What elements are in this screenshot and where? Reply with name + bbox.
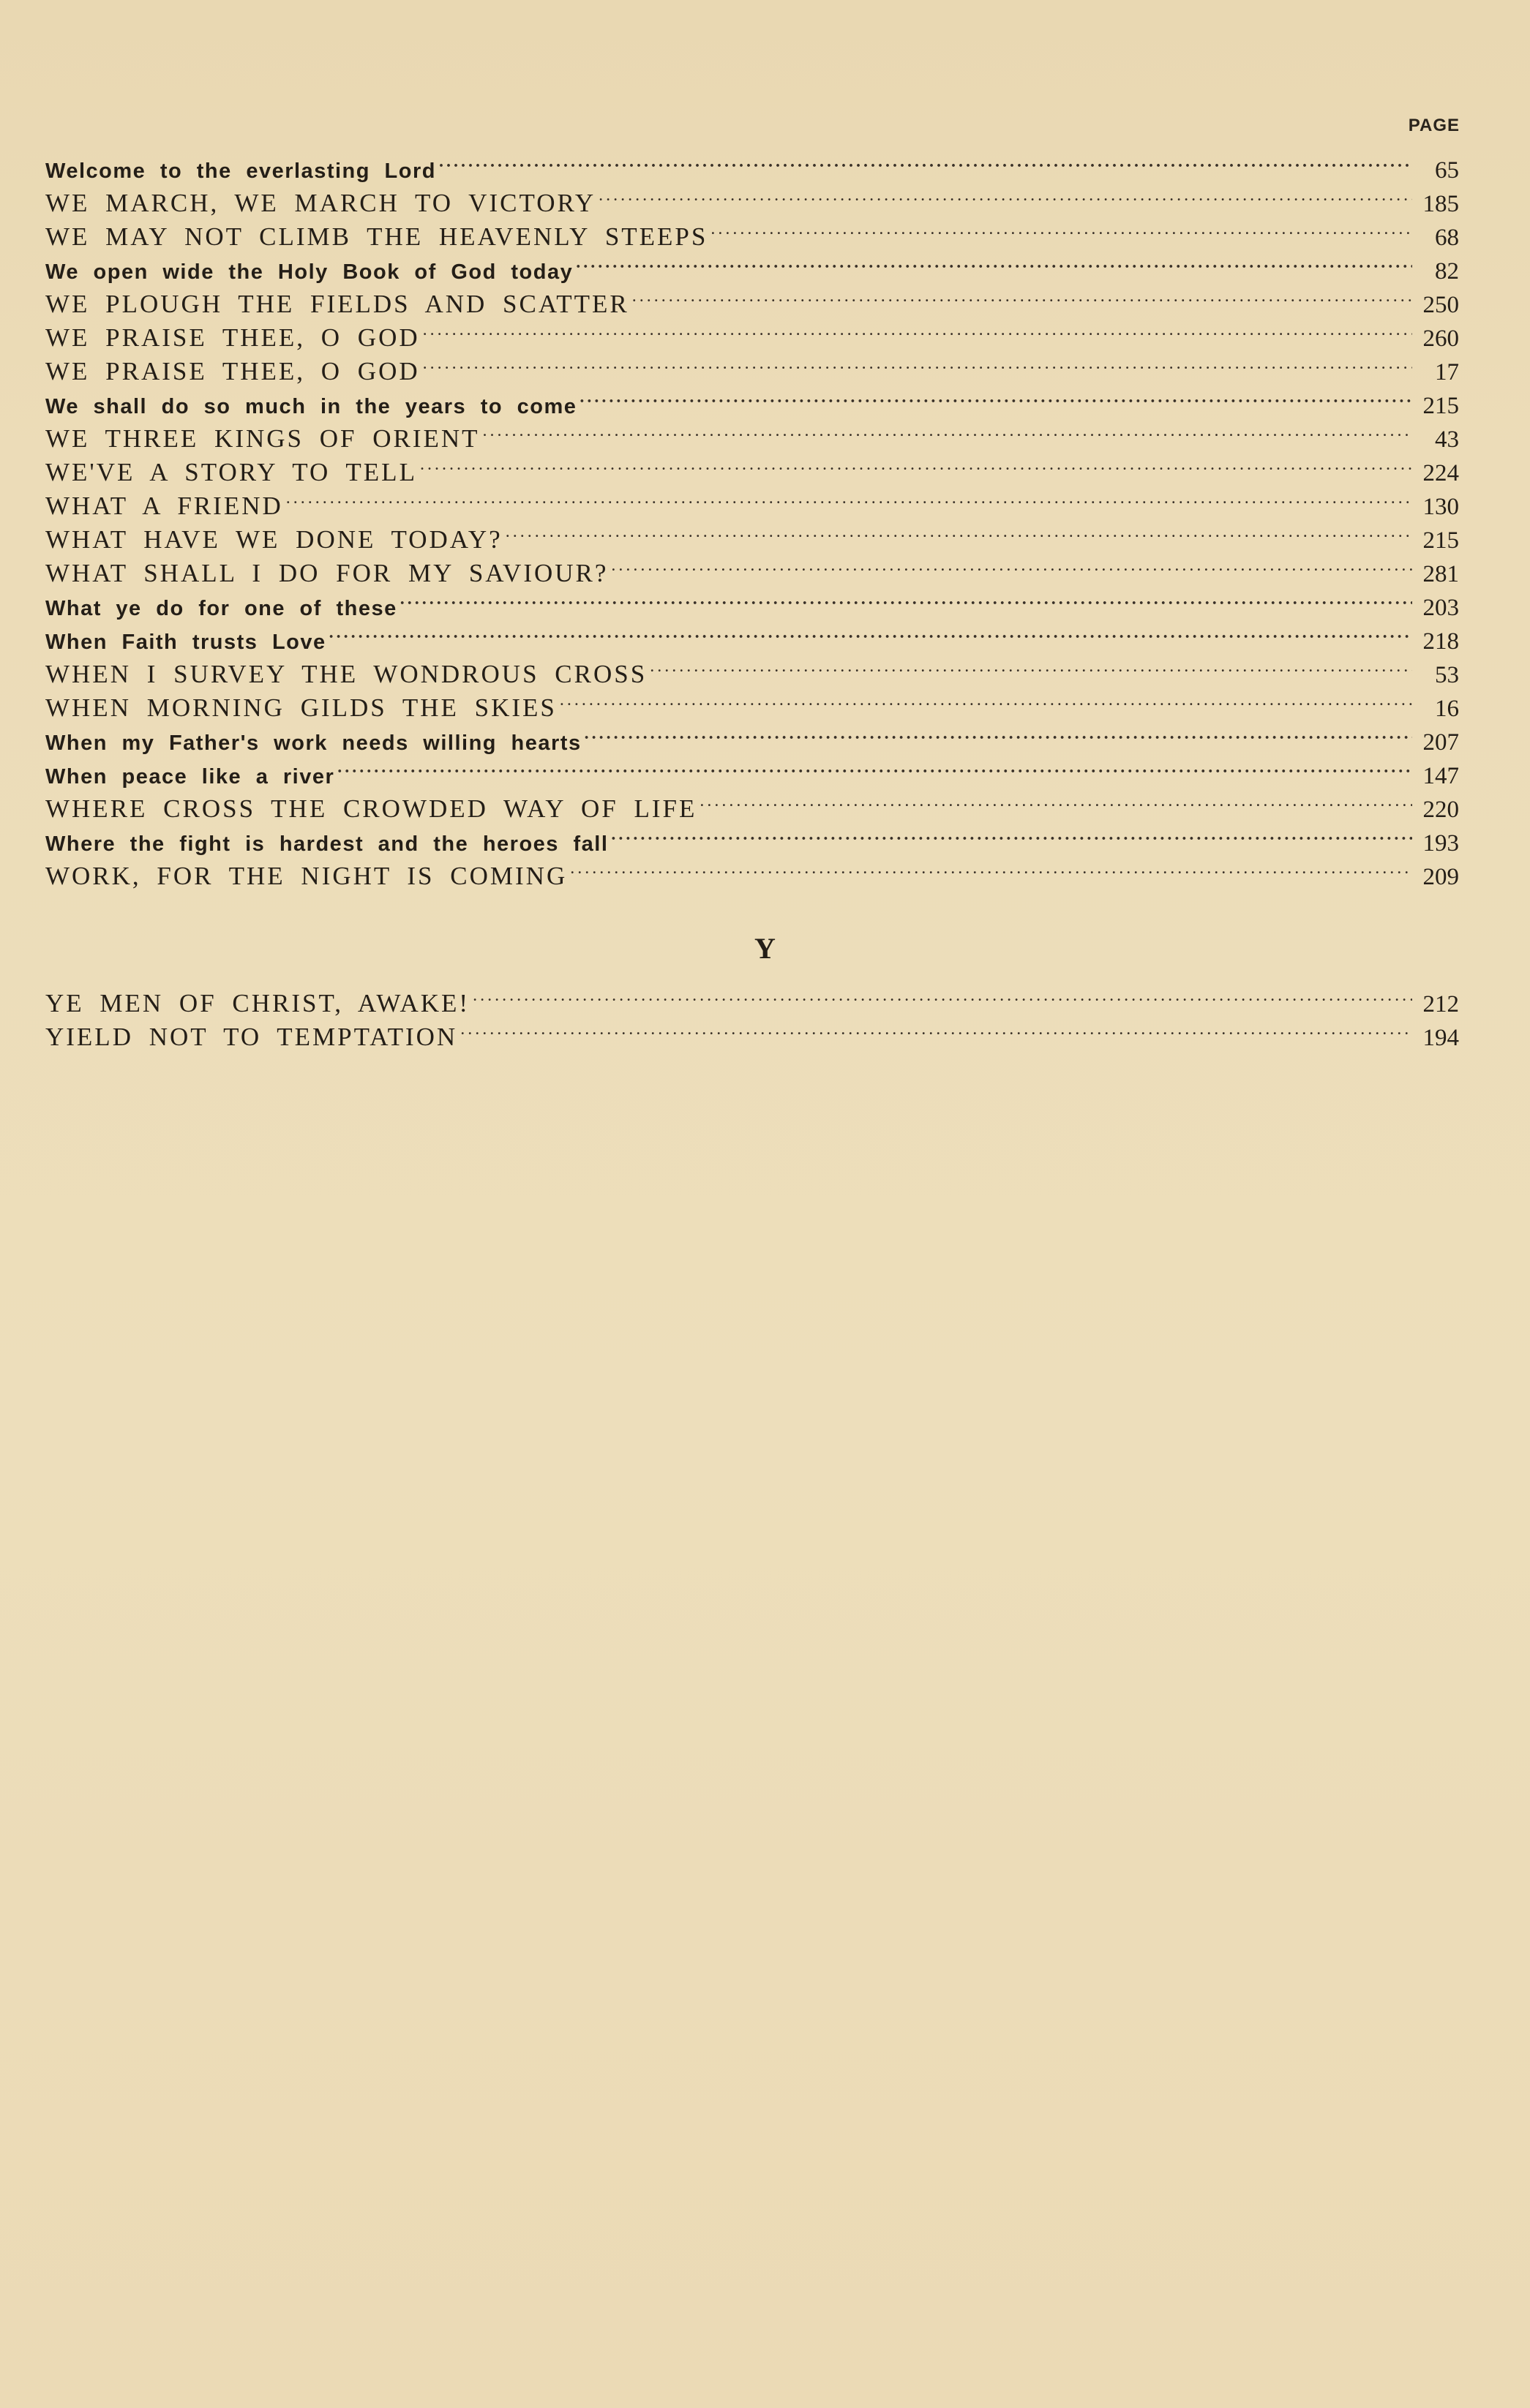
index-entry bbox=[45, 687, 1459, 720]
dot-leader bbox=[599, 182, 1412, 211]
index-entry bbox=[45, 148, 1459, 182]
dot-leader bbox=[420, 451, 1412, 481]
entry-page-number: 16 bbox=[1435, 696, 1459, 722]
dot-leader bbox=[329, 620, 1412, 649]
index-entry bbox=[45, 821, 1459, 855]
entry-title: WE MARCH, WE MARCH TO VICTORY bbox=[45, 189, 596, 217]
entry-title: When peace like a river bbox=[45, 765, 335, 789]
entry-page-number: 65 bbox=[1435, 157, 1459, 184]
index-entry bbox=[45, 216, 1459, 249]
entry-page-number: 250 bbox=[1422, 292, 1459, 318]
index-entry bbox=[45, 552, 1459, 586]
entry-title: We open wide the Holy Book of God today bbox=[45, 260, 574, 284]
entry-page-number: 193 bbox=[1422, 830, 1459, 857]
dot-leader bbox=[650, 653, 1412, 682]
index-entry bbox=[45, 350, 1459, 384]
dot-leader bbox=[611, 552, 1412, 582]
entry-page-number: 17 bbox=[1435, 359, 1459, 385]
index-entry bbox=[45, 485, 1459, 519]
index-entry bbox=[45, 249, 1459, 283]
entry-page-number: 218 bbox=[1422, 628, 1459, 655]
entry-title: WORK, FOR THE NIGHT IS COMING bbox=[45, 862, 568, 890]
entry-title: When my Father's work needs willing hearts bbox=[45, 731, 582, 755]
entry-page-number: 207 bbox=[1422, 729, 1459, 756]
entry-page-number: 185 bbox=[1422, 191, 1459, 217]
dot-leader bbox=[570, 855, 1412, 884]
dot-leader bbox=[576, 249, 1412, 279]
dot-leader bbox=[710, 216, 1412, 245]
dot-leader bbox=[286, 485, 1412, 514]
entry-page-number: 215 bbox=[1422, 527, 1459, 554]
entry-title: WE PLOUGH THE FIELDS AND SCATTER bbox=[45, 290, 629, 318]
entry-title: WE PRAISE THEE, O GOD bbox=[45, 357, 420, 385]
dot-leader bbox=[400, 586, 1412, 615]
dot-leader bbox=[460, 1016, 1412, 1045]
entry-page-number: 147 bbox=[1422, 763, 1459, 789]
dot-leader bbox=[483, 418, 1412, 447]
entry-title: WHERE CROSS THE CROWDED WAY OF LIFE bbox=[45, 794, 697, 823]
index-entry bbox=[45, 754, 1459, 788]
dot-leader bbox=[439, 148, 1412, 178]
entry-title: WHEN MORNING GILDS THE SKIES bbox=[45, 693, 557, 722]
entry-page-number: 43 bbox=[1435, 426, 1459, 453]
entry-title: WE'VE A STORY TO TELL bbox=[45, 458, 417, 486]
index-list-y bbox=[45, 982, 1459, 1050]
entry-title: WE THREE KINGS OF ORIENT bbox=[45, 424, 480, 453]
index-entry bbox=[45, 1016, 1459, 1050]
entry-title: YIELD NOT TO TEMPTATION bbox=[45, 1023, 458, 1051]
index-entry bbox=[45, 317, 1459, 350]
entry-title: Welcome to the everlasting Lord bbox=[45, 159, 436, 183]
dot-leader bbox=[700, 788, 1412, 817]
entry-title: Where the fight is hardest and the heroes fall bbox=[45, 832, 609, 856]
index-entry bbox=[45, 720, 1459, 754]
dot-leader bbox=[585, 720, 1412, 750]
section-letter-y: Y bbox=[754, 932, 776, 965]
index-entry bbox=[45, 620, 1459, 653]
entry-page-number: 53 bbox=[1435, 662, 1459, 688]
index-entry bbox=[45, 653, 1459, 687]
index-list-w bbox=[45, 148, 1459, 889]
entry-title: WHEN I SURVEY THE WONDROUS CROSS bbox=[45, 660, 648, 688]
page-column-header: PAGE bbox=[1408, 116, 1460, 135]
entry-title: WE PRAISE THEE, O GOD bbox=[45, 323, 420, 352]
entry-title: We shall do so much in the years to come bbox=[45, 395, 577, 418]
dot-leader bbox=[580, 384, 1412, 413]
entry-page-number: 82 bbox=[1435, 258, 1459, 285]
dot-leader bbox=[423, 317, 1412, 346]
index-entry bbox=[45, 519, 1459, 552]
entry-title: WHAT A FRIEND bbox=[45, 492, 283, 520]
entry-title: What ye do for one of these bbox=[45, 597, 397, 620]
index-entry bbox=[45, 982, 1459, 1016]
index-entry bbox=[45, 384, 1459, 418]
index-entry bbox=[45, 418, 1459, 451]
entry-page-number: 194 bbox=[1422, 1025, 1459, 1051]
entry-page-number: 203 bbox=[1422, 595, 1459, 621]
entry-title: WHAT HAVE WE DONE TODAY? bbox=[45, 525, 503, 554]
index-entry bbox=[45, 182, 1459, 216]
entry-page-number: 220 bbox=[1422, 797, 1459, 823]
dot-leader bbox=[423, 350, 1412, 380]
entry-page-number: 130 bbox=[1422, 494, 1459, 520]
entry-title: WHAT SHALL I DO FOR MY SAVIOUR? bbox=[45, 559, 609, 587]
dot-leader bbox=[611, 821, 1412, 851]
index-entry bbox=[45, 283, 1459, 317]
entry-title: When Faith trusts Love bbox=[45, 631, 326, 654]
index-entry bbox=[45, 586, 1459, 620]
entry-page-number: 260 bbox=[1422, 326, 1459, 352]
entry-title: WE MAY NOT CLIMB THE HEAVENLY STEEPS bbox=[45, 222, 708, 251]
entry-page-number: 224 bbox=[1422, 460, 1459, 486]
entry-page-number: 209 bbox=[1422, 864, 1459, 890]
index-entry bbox=[45, 788, 1459, 821]
entry-title: YE MEN OF CHRIST, AWAKE! bbox=[45, 989, 470, 1017]
dot-leader bbox=[337, 754, 1412, 783]
dot-leader bbox=[506, 519, 1412, 548]
entry-page-number: 215 bbox=[1422, 393, 1459, 419]
index-entry bbox=[45, 451, 1459, 485]
index-entry bbox=[45, 855, 1459, 889]
entry-page-number: 68 bbox=[1435, 225, 1459, 251]
dot-leader bbox=[473, 982, 1412, 1012]
dot-leader bbox=[560, 687, 1412, 716]
entry-page-number: 281 bbox=[1422, 561, 1459, 587]
entry-page-number: 212 bbox=[1422, 991, 1459, 1017]
dot-leader bbox=[632, 283, 1412, 312]
